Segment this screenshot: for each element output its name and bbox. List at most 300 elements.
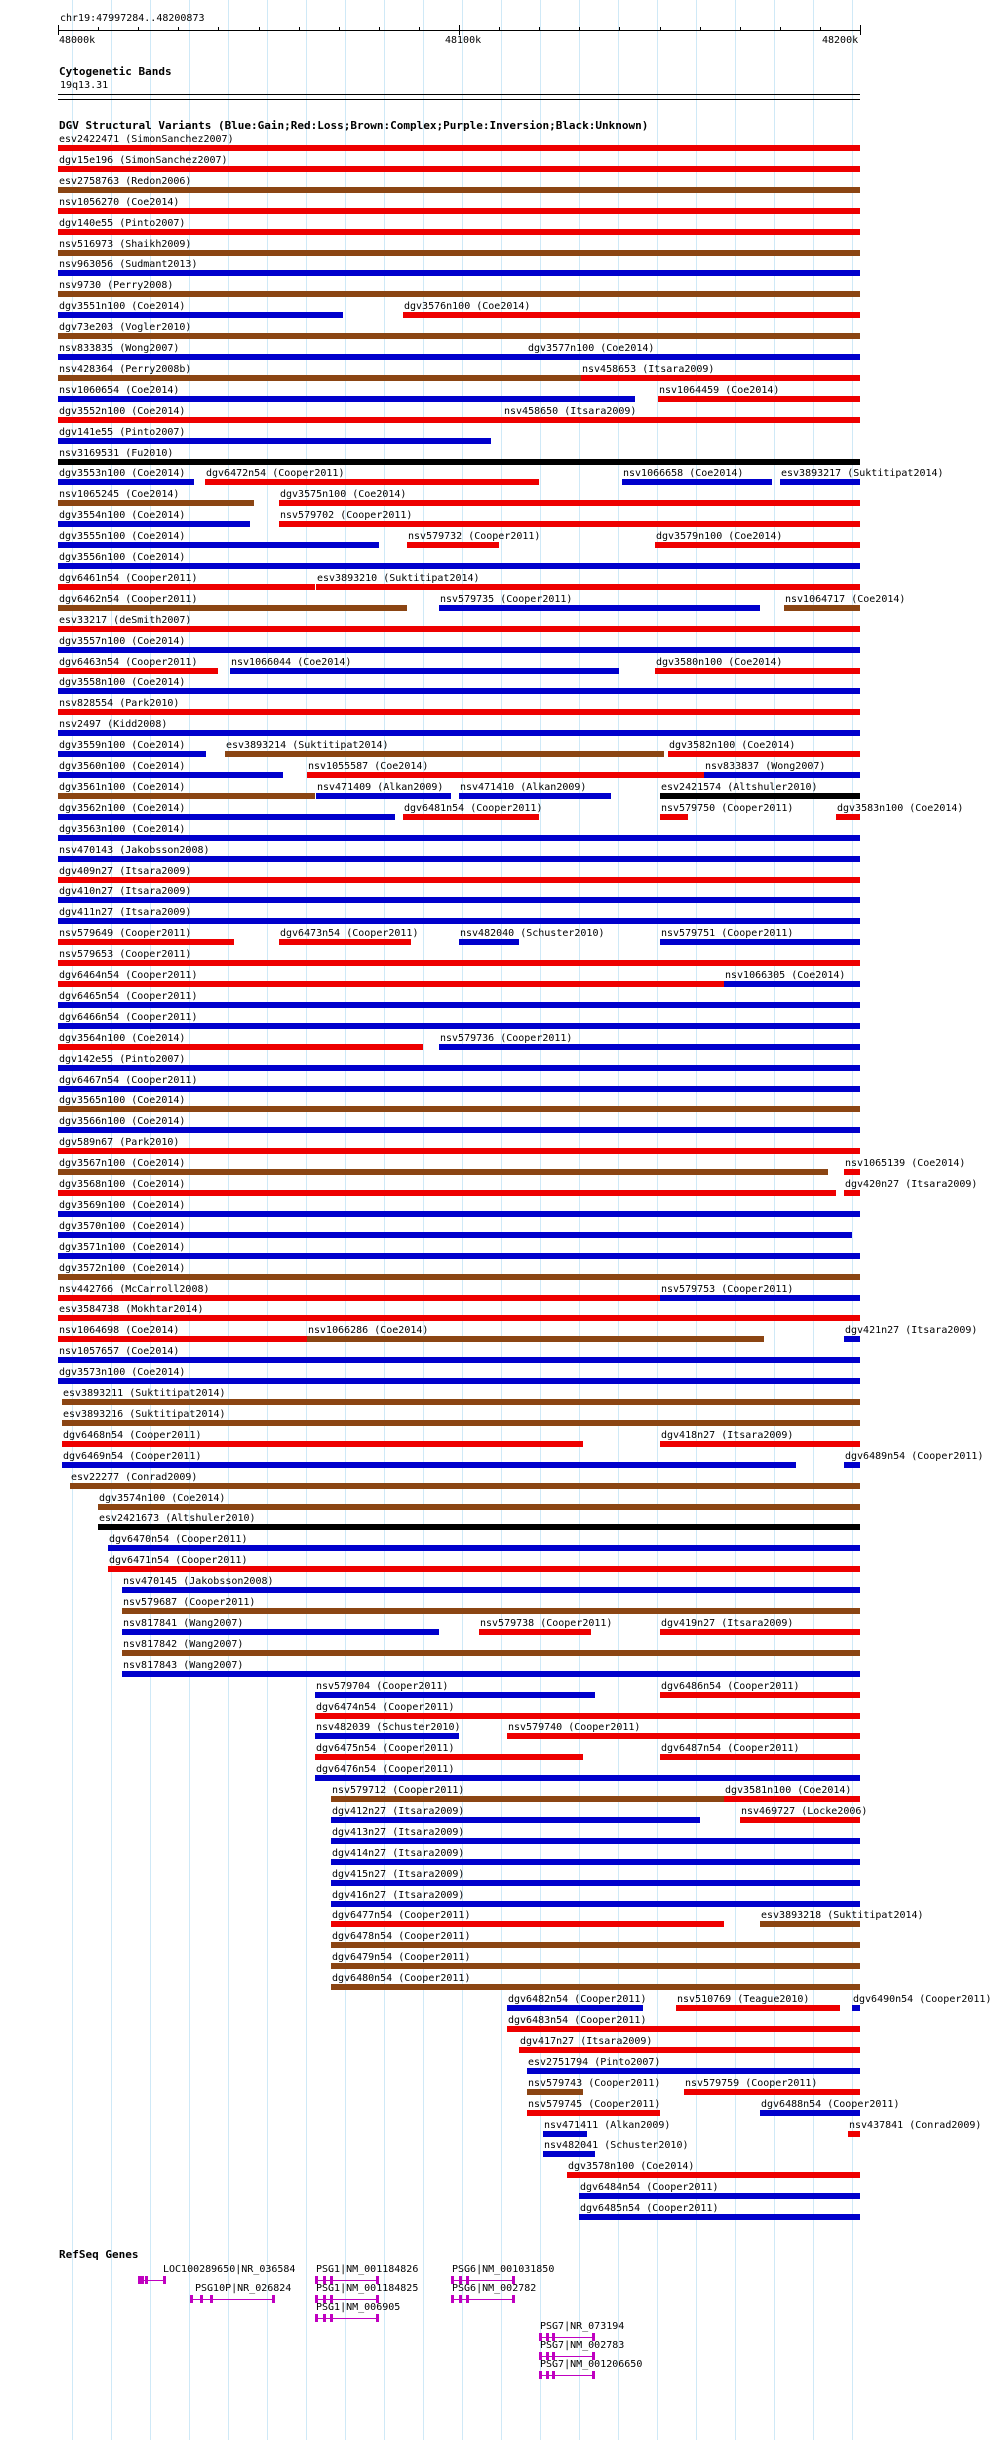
variant-bar[interactable]: [527, 2068, 860, 2074]
variant-bar[interactable]: [507, 2005, 643, 2011]
variant-bar[interactable]: [579, 2193, 860, 2199]
variant-label[interactable]: nsv1066044 (Coe2014): [231, 657, 352, 668]
variant-label[interactable]: esv3893217 (Suktitipat2014): [781, 468, 944, 479]
variant-bar[interactable]: [331, 1984, 860, 1990]
variant-label[interactable]: nsv482039 (Schuster2010): [316, 1722, 461, 1733]
variant-bar[interactable]: [331, 1921, 724, 1927]
variant-label[interactable]: dgv412n27 (Itsara2009): [332, 1806, 465, 1817]
variant-bar[interactable]: [58, 918, 860, 924]
variant-bar[interactable]: [58, 312, 343, 318]
variant-label[interactable]: nsv579753 (Cooper2011): [661, 1284, 794, 1295]
variant-bar[interactable]: [62, 1462, 796, 1468]
variant-bar[interactable]: [58, 856, 860, 862]
variant-label[interactable]: dgv3570n100 (Coe2014): [59, 1221, 186, 1232]
variant-bar[interactable]: [58, 166, 860, 172]
variant-label[interactable]: dgv6482n54 (Cooper2011): [508, 1994, 647, 2005]
variant-label[interactable]: dgv415n27 (Itsara2009): [332, 1869, 465, 1880]
variant-bar[interactable]: [331, 1880, 860, 1886]
variant-bar[interactable]: [852, 2005, 860, 2011]
variant-label[interactable]: dgv6490n54 (Cooper2011): [853, 1994, 991, 2005]
variant-bar[interactable]: [315, 1713, 860, 1719]
variant-label[interactable]: dgv3560n100 (Coe2014): [59, 761, 186, 772]
variant-label[interactable]: dgv421n27 (Itsara2009): [845, 1325, 978, 1336]
variant-bar[interactable]: [62, 1441, 583, 1447]
variant-label[interactable]: dgv141e55 (Pinto2007): [59, 427, 186, 438]
variant-bar[interactable]: [668, 751, 860, 757]
variant-bar[interactable]: [58, 145, 860, 151]
variant-label[interactable]: dgv420n27 (Itsara2009): [845, 1179, 978, 1190]
variant-bar[interactable]: [784, 605, 860, 611]
variant-bar[interactable]: [439, 605, 760, 611]
variant-bar[interactable]: [58, 730, 860, 736]
variant-bar[interactable]: [58, 1336, 307, 1342]
variant-label[interactable]: dgv6486n54 (Cooper2011): [661, 1681, 800, 1692]
variant-bar[interactable]: [724, 1796, 860, 1802]
variant-label[interactable]: nsv458653 (Itsara2009): [582, 364, 715, 375]
variant-label[interactable]: dgv3572n100 (Coe2014): [59, 1263, 186, 1274]
variant-label[interactable]: dgv411n27 (Itsara2009): [59, 907, 192, 918]
variant-bar[interactable]: [660, 939, 860, 945]
variant-bar[interactable]: [844, 1336, 860, 1342]
variant-label[interactable]: dgv3574n100 (Coe2014): [99, 1493, 226, 1504]
variant-bar[interactable]: [58, 479, 194, 485]
variant-bar[interactable]: [581, 375, 860, 381]
variant-label[interactable]: nsv817841 (Wang2007): [123, 1618, 244, 1629]
variant-bar[interactable]: [205, 479, 539, 485]
variant-label[interactable]: dgv3556n100 (Coe2014): [59, 552, 186, 563]
variant-label[interactable]: dgv6464n54 (Cooper2011): [59, 970, 198, 981]
variant-bar[interactable]: [844, 1169, 860, 1175]
variant-label[interactable]: dgv3567n100 (Coe2014): [59, 1158, 186, 1169]
gene-label[interactable]: PSG1|NM_001184825: [316, 2283, 419, 2294]
variant-bar[interactable]: [98, 1504, 860, 1510]
variant-bar[interactable]: [740, 1817, 860, 1823]
variant-label[interactable]: nsv469727 (Locke2006): [741, 1806, 868, 1817]
variant-label[interactable]: dgv409n27 (Itsara2009): [59, 866, 192, 877]
variant-label[interactable]: dgv6463n54 (Cooper2011): [59, 657, 198, 668]
variant-bar[interactable]: [315, 1692, 595, 1698]
variant-label[interactable]: nsv458650 (Itsara2009): [504, 406, 637, 417]
variant-label[interactable]: nsv817842 (Wang2007): [123, 1639, 244, 1650]
variant-bar[interactable]: [58, 584, 315, 590]
variant-bar[interactable]: [58, 877, 860, 883]
gene-label[interactable]: PSG7|NM_001206650: [540, 2359, 643, 2370]
gene-label[interactable]: PSG1|NM_006905: [316, 2302, 401, 2313]
variant-label[interactable]: nsv1066286 (Coe2014): [308, 1325, 429, 1336]
variant-label[interactable]: dgv3553n100 (Coe2014): [59, 468, 186, 479]
variant-label[interactable]: dgv6483n54 (Cooper2011): [508, 2015, 647, 2026]
variant-bar[interactable]: [58, 751, 206, 757]
variant-label[interactable]: nsv579687 (Cooper2011): [123, 1597, 256, 1608]
variant-bar[interactable]: [836, 814, 860, 820]
variant-label[interactable]: esv3893218 (Suktitipat2014): [761, 1910, 924, 1921]
variant-bar[interactable]: [98, 1524, 860, 1530]
variant-label[interactable]: dgv140e55 (Pinto2007): [59, 218, 186, 229]
variant-bar[interactable]: [660, 793, 860, 799]
variant-bar[interactable]: [58, 291, 860, 297]
variant-label[interactable]: nsv579649 (Cooper2011): [59, 928, 192, 939]
variant-bar[interactable]: [676, 2005, 840, 2011]
variant-bar[interactable]: [58, 1127, 860, 1133]
variant-bar[interactable]: [58, 605, 407, 611]
variant-bar[interactable]: [58, 438, 491, 444]
variant-label[interactable]: nsv579712 (Cooper2011): [332, 1785, 465, 1796]
variant-label[interactable]: esv2758763 (Redon2006): [59, 176, 192, 187]
variant-label[interactable]: dgv6470n54 (Cooper2011): [109, 1534, 248, 1545]
variant-label[interactable]: dgv3577n100 (Coe2014): [528, 343, 655, 354]
gene-label[interactable]: PSG7|NR_073194: [540, 2321, 625, 2332]
variant-label[interactable]: esv3893211 (Suktitipat2014): [63, 1388, 226, 1399]
variant-label[interactable]: nsv579759 (Cooper2011): [685, 2078, 818, 2089]
variant-label[interactable]: dgv6480n54 (Cooper2011): [332, 1973, 471, 1984]
variant-bar[interactable]: [331, 1901, 860, 1907]
variant-bar[interactable]: [58, 521, 250, 527]
variant-bar[interactable]: [58, 1274, 860, 1280]
variant-label[interactable]: nsv428364 (Perry2008b): [59, 364, 192, 375]
variant-bar[interactable]: [316, 584, 860, 590]
variant-label[interactable]: dgv6488n54 (Cooper2011): [761, 2099, 900, 2110]
variant-label[interactable]: dgv6469n54 (Cooper2011): [63, 1451, 202, 1462]
variant-bar[interactable]: [660, 1441, 860, 1447]
variant-bar[interactable]: [307, 1336, 764, 1342]
variant-bar[interactable]: [279, 500, 860, 506]
variant-bar[interactable]: [58, 835, 860, 841]
variant-label[interactable]: nsv1056270 (Coe2014): [59, 197, 180, 208]
variant-label[interactable]: dgv6466n54 (Cooper2011): [59, 1012, 198, 1023]
variant-bar[interactable]: [58, 1211, 860, 1217]
variant-bar[interactable]: [315, 1775, 860, 1781]
variant-label[interactable]: nsv516973 (Shaikh2009): [59, 239, 192, 250]
variant-label[interactable]: dgv3580n100 (Coe2014): [656, 657, 783, 668]
variant-bar[interactable]: [58, 1295, 660, 1301]
variant-label[interactable]: dgv417n27 (Itsara2009): [520, 2036, 653, 2047]
variant-bar[interactable]: [58, 1253, 860, 1259]
variant-label[interactable]: nsv579702 (Cooper2011): [280, 510, 413, 521]
variant-label[interactable]: nsv1060654 (Coe2014): [59, 385, 180, 396]
variant-label[interactable]: nsv833837 (Wong2007): [705, 761, 826, 772]
variant-label[interactable]: dgv6477n54 (Cooper2011): [332, 1910, 471, 1921]
variant-label[interactable]: nsv482041 (Schuster2010): [544, 2140, 689, 2151]
variant-label[interactable]: dgv3579n100 (Coe2014): [656, 531, 783, 542]
variant-label[interactable]: esv2421574 (Altshuler2010): [661, 782, 818, 793]
variant-label[interactable]: dgv3564n100 (Coe2014): [59, 1033, 186, 1044]
variant-bar[interactable]: [58, 208, 860, 214]
variant-bar[interactable]: [316, 793, 451, 799]
cyto-track-title[interactable]: Cytogenetic Bands: [59, 65, 172, 78]
variant-label[interactable]: dgv6467n54 (Cooper2011): [59, 1075, 198, 1086]
variant-bar[interactable]: [655, 542, 860, 548]
variant-label[interactable]: dgv3569n100 (Coe2014): [59, 1200, 186, 1211]
variant-label[interactable]: nsv1057657 (Coe2014): [59, 1346, 180, 1357]
gene-label[interactable]: LOC100289650|NR_036584: [163, 2264, 296, 2275]
variant-bar[interactable]: [760, 1921, 860, 1927]
variant-label[interactable]: nsv579736 (Cooper2011): [440, 1033, 573, 1044]
variant-bar[interactable]: [844, 1462, 860, 1468]
variant-label[interactable]: dgv3568n100 (Coe2014): [59, 1179, 186, 1190]
variant-bar[interactable]: [844, 1190, 860, 1196]
variant-label[interactable]: nsv471410 (Alkan2009): [460, 782, 587, 793]
variant-bar[interactable]: [527, 354, 860, 360]
variant-label[interactable]: dgv6474n54 (Cooper2011): [316, 1702, 455, 1713]
variant-label[interactable]: nsv470145 (Jakobsson2008): [123, 1576, 274, 1587]
variant-label[interactable]: dgv15e196 (SimonSanchez2007): [59, 155, 228, 166]
variant-bar[interactable]: [527, 2110, 660, 2116]
variant-bar[interactable]: [58, 1065, 860, 1071]
variant-bar[interactable]: [527, 2089, 583, 2095]
variant-label[interactable]: nsv9730 (Perry2008): [59, 280, 174, 291]
variant-bar[interactable]: [567, 2172, 860, 2178]
variant-label[interactable]: nsv579750 (Cooper2011): [661, 803, 794, 814]
variant-bar[interactable]: [58, 647, 860, 653]
variant-bar[interactable]: [459, 939, 519, 945]
variant-label[interactable]: dgv3551n100 (Coe2014): [59, 301, 186, 312]
variant-bar[interactable]: [848, 2131, 860, 2137]
variant-label[interactable]: dgv3566n100 (Coe2014): [59, 1116, 186, 1127]
gene-label[interactable]: PSG6|NM_002782: [452, 2283, 537, 2294]
variant-bar[interactable]: [315, 1733, 459, 1739]
variant-bar[interactable]: [122, 1650, 860, 1656]
variant-bar[interactable]: [58, 1023, 860, 1029]
variant-bar[interactable]: [58, 563, 860, 569]
variant-bar[interactable]: [507, 1733, 860, 1739]
variant-bar[interactable]: [58, 396, 635, 402]
variant-bar[interactable]: [58, 1232, 852, 1238]
variant-label[interactable]: nsv1055587 (Coe2014): [308, 761, 429, 772]
variant-bar[interactable]: [58, 1190, 836, 1196]
variant-bar[interactable]: [331, 1963, 860, 1969]
variant-label[interactable]: nsv2497 (Kidd2008): [59, 719, 168, 730]
variant-label[interactable]: dgv6481n54 (Cooper2011): [404, 803, 543, 814]
variant-bar[interactable]: [403, 312, 860, 318]
gene-label[interactable]: PSG1|NM_001184826: [316, 2264, 419, 2275]
variant-bar[interactable]: [108, 1566, 860, 1572]
variant-label[interactable]: dgv73e203 (Vogler2010): [59, 322, 192, 333]
variant-bar[interactable]: [684, 2089, 860, 2095]
variant-label[interactable]: dgv6484n54 (Cooper2011): [580, 2182, 719, 2193]
variant-bar[interactable]: [407, 542, 499, 548]
variant-label[interactable]: dgv142e55 (Pinto2007): [59, 1054, 186, 1065]
variant-bar[interactable]: [58, 1106, 860, 1112]
variant-bar[interactable]: [459, 793, 611, 799]
variant-label[interactable]: dgv6468n54 (Cooper2011): [63, 1430, 202, 1441]
variant-bar[interactable]: [58, 250, 860, 256]
variant-bar[interactable]: [58, 229, 860, 235]
variant-bar[interactable]: [122, 1587, 860, 1593]
variant-bar[interactable]: [58, 500, 254, 506]
variant-bar[interactable]: [660, 1754, 860, 1760]
variant-label[interactable]: dgv6465n54 (Cooper2011): [59, 991, 198, 1002]
variant-label[interactable]: nsv437841 (Conrad2009): [849, 2120, 982, 2131]
variant-bar[interactable]: [58, 459, 860, 465]
variant-bar[interactable]: [58, 1315, 860, 1321]
variant-bar[interactable]: [62, 1420, 860, 1426]
variant-label[interactable]: dgv3582n100 (Coe2014): [669, 740, 796, 751]
variant-bar[interactable]: [503, 417, 655, 423]
variant-label[interactable]: nsv482040 (Schuster2010): [460, 928, 605, 939]
dgv-track-title[interactable]: DGV Structural Variants (Blue:Gain;Red:Loss;Brown:Complex;Purple:Inversion;Black:Unknown): [59, 119, 649, 132]
variant-bar[interactable]: [58, 960, 860, 966]
variant-bar[interactable]: [780, 479, 860, 485]
variant-bar[interactable]: [331, 1838, 860, 1844]
variant-bar[interactable]: [58, 1044, 423, 1050]
variant-label[interactable]: esv3893216 (Suktitipat2014): [63, 1409, 226, 1420]
variant-label[interactable]: dgv6471n54 (Cooper2011): [109, 1555, 248, 1566]
variant-label[interactable]: nsv1066305 (Coe2014): [725, 970, 846, 981]
variant-label[interactable]: nsv579751 (Cooper2011): [661, 928, 794, 939]
variant-bar[interactable]: [58, 939, 234, 945]
variant-label[interactable]: dgv6485n54 (Cooper2011): [580, 2203, 719, 2214]
variant-label[interactable]: dgv6461n54 (Cooper2011): [59, 573, 198, 584]
variant-label[interactable]: dgv6476n54 (Cooper2011): [316, 1764, 455, 1775]
variant-label[interactable]: dgv3558n100 (Coe2014): [59, 677, 186, 688]
variant-label[interactable]: dgv3563n100 (Coe2014): [59, 824, 186, 835]
variant-label[interactable]: nsv471409 (Alkan2009): [317, 782, 444, 793]
variant-bar[interactable]: [760, 2110, 860, 2116]
variant-label[interactable]: dgv3561n100 (Coe2014): [59, 782, 186, 793]
variant-bar[interactable]: [58, 1378, 860, 1384]
variant-label[interactable]: dgv418n27 (Itsara2009): [661, 1430, 794, 1441]
variant-bar[interactable]: [70, 1483, 860, 1489]
variant-label[interactable]: nsv828554 (Park2010): [59, 698, 180, 709]
variant-label[interactable]: dgv6475n54 (Cooper2011): [316, 1743, 455, 1754]
variant-label[interactable]: nsv579743 (Cooper2011): [528, 2078, 661, 2089]
variant-label[interactable]: dgv416n27 (Itsara2009): [332, 1890, 465, 1901]
variant-label[interactable]: nsv1065139 (Coe2014): [845, 1158, 966, 1169]
variant-label[interactable]: dgv3573n100 (Coe2014): [59, 1367, 186, 1378]
variant-label[interactable]: nsv1064717 (Coe2014): [785, 594, 906, 605]
variant-label[interactable]: dgv6472n54 (Cooper2011): [206, 468, 345, 479]
variant-label[interactable]: dgv3581n100 (Coe2014): [725, 1785, 852, 1796]
variant-bar[interactable]: [519, 2047, 860, 2053]
variant-bar[interactable]: [660, 1692, 860, 1698]
gene-label[interactable]: PSG10P|NR_026824: [195, 2283, 292, 2294]
variant-bar[interactable]: [58, 626, 860, 632]
variant-label[interactable]: dgv6489n54 (Cooper2011): [845, 1451, 984, 1462]
variant-label[interactable]: nsv963056 (Sudmant2013): [59, 259, 198, 270]
gene-label[interactable]: PSG7|NM_002783: [540, 2340, 625, 2351]
variant-label[interactable]: dgv3557n100 (Coe2014): [59, 636, 186, 647]
variant-bar[interactable]: [58, 688, 860, 694]
variant-bar[interactable]: [479, 1629, 591, 1635]
variant-bar[interactable]: [331, 1942, 860, 1948]
variant-label[interactable]: nsv579653 (Cooper2011): [59, 949, 192, 960]
variant-label[interactable]: nsv579732 (Cooper2011): [408, 531, 541, 542]
variant-bar[interactable]: [58, 1002, 860, 1008]
variant-bar[interactable]: [58, 1086, 860, 1092]
variant-label[interactable]: dgv6462n54 (Cooper2011): [59, 594, 198, 605]
variant-bar[interactable]: [122, 1608, 860, 1614]
variant-bar[interactable]: [660, 1629, 860, 1635]
variant-bar[interactable]: [58, 187, 860, 193]
variant-label[interactable]: nsv1064459 (Coe2014): [659, 385, 780, 396]
variant-label[interactable]: nsv442766 (McCarroll2008): [59, 1284, 210, 1295]
variant-bar[interactable]: [622, 479, 772, 485]
variant-bar[interactable]: [225, 751, 664, 757]
variant-label[interactable]: dgv413n27 (Itsara2009): [332, 1827, 465, 1838]
variant-label[interactable]: nsv817843 (Wang2007): [123, 1660, 244, 1671]
variant-label[interactable]: esv3893210 (Suktitipat2014): [317, 573, 480, 584]
variant-label[interactable]: esv3584738 (Mokhtar2014): [59, 1304, 204, 1315]
variant-bar[interactable]: [230, 668, 619, 674]
variant-label[interactable]: nsv3169531 (Fu2010): [59, 448, 174, 459]
variant-bar[interactable]: [279, 939, 411, 945]
variant-label[interactable]: dgv3565n100 (Coe2014): [59, 1095, 186, 1106]
variant-label[interactable]: dgv589n67 (Park2010): [59, 1137, 180, 1148]
variant-label[interactable]: nsv833835 (Wong2007): [59, 343, 180, 354]
variant-label[interactable]: dgv3562n100 (Coe2014): [59, 803, 186, 814]
variant-bar[interactable]: [122, 1671, 860, 1677]
variant-bar[interactable]: [58, 814, 395, 820]
variant-bar[interactable]: [660, 814, 688, 820]
variant-bar[interactable]: [655, 668, 860, 674]
variant-bar[interactable]: [58, 1169, 828, 1175]
variant-label[interactable]: nsv1065245 (Coe2014): [59, 489, 180, 500]
variant-bar[interactable]: [58, 668, 218, 674]
variant-label[interactable]: dgv419n27 (Itsara2009): [661, 1618, 794, 1629]
variant-label[interactable]: dgv3583n100 (Coe2014): [837, 803, 964, 814]
variant-bar[interactable]: [331, 1859, 860, 1865]
variant-bar[interactable]: [58, 1148, 860, 1154]
variant-label[interactable]: nsv471411 (Alkan2009): [544, 2120, 671, 2131]
variant-bar[interactable]: [279, 521, 860, 527]
variant-label[interactable]: dgv3575n100 (Coe2014): [280, 489, 407, 500]
variant-label[interactable]: esv33217 (deSmith2007): [59, 615, 192, 626]
variant-bar[interactable]: [58, 897, 860, 903]
variant-bar[interactable]: [543, 2131, 587, 2137]
variant-label[interactable]: dgv6479n54 (Cooper2011): [332, 1952, 471, 1963]
variant-label[interactable]: dgv3554n100 (Coe2014): [59, 510, 186, 521]
variant-label[interactable]: nsv470143 (Jakobsson2008): [59, 845, 210, 856]
variant-label[interactable]: dgv414n27 (Itsara2009): [332, 1848, 465, 1859]
variant-label[interactable]: esv2422471 (SimonSanchez2007): [59, 134, 234, 145]
variant-bar[interactable]: [507, 2026, 860, 2032]
variant-bar[interactable]: [108, 1545, 860, 1551]
variant-label[interactable]: nsv579735 (Cooper2011): [440, 594, 573, 605]
variant-bar[interactable]: [58, 1357, 860, 1363]
variant-bar[interactable]: [58, 417, 860, 423]
variant-bar[interactable]: [58, 772, 283, 778]
variant-label[interactable]: dgv6473n54 (Cooper2011): [280, 928, 419, 939]
refseq-track-title[interactable]: RefSeq Genes: [59, 2248, 139, 2261]
variant-bar[interactable]: [58, 333, 860, 339]
variant-bar[interactable]: [403, 814, 539, 820]
variant-bar[interactable]: [704, 772, 860, 778]
variant-label[interactable]: dgv3571n100 (Coe2014): [59, 1242, 186, 1253]
gene-label[interactable]: PSG6|NM_001031850: [452, 2264, 555, 2275]
variant-bar[interactable]: [660, 1295, 860, 1301]
variant-label[interactable]: dgv3555n100 (Coe2014): [59, 531, 186, 542]
variant-bar[interactable]: [658, 396, 860, 402]
variant-label[interactable]: nsv579740 (Cooper2011): [508, 1722, 641, 1733]
variant-label[interactable]: esv22277 (Conrad2009): [71, 1472, 198, 1483]
variant-label[interactable]: nsv1064698 (Coe2014): [59, 1325, 180, 1336]
variant-bar[interactable]: [315, 1754, 583, 1760]
variant-bar[interactable]: [122, 1629, 439, 1635]
variant-label[interactable]: dgv3559n100 (Coe2014): [59, 740, 186, 751]
variant-bar[interactable]: [579, 2214, 860, 2220]
variant-bar[interactable]: [543, 2151, 595, 2157]
variant-label[interactable]: dgv3552n100 (Coe2014): [59, 406, 186, 417]
variant-bar[interactable]: [58, 981, 724, 987]
variant-bar[interactable]: [58, 270, 860, 276]
variant-bar[interactable]: [58, 709, 860, 715]
variant-bar[interactable]: [62, 1399, 860, 1405]
variant-label[interactable]: esv2751794 (Pinto2007): [528, 2057, 661, 2068]
variant-label[interactable]: nsv579738 (Cooper2011): [480, 1618, 613, 1629]
variant-bar[interactable]: [439, 1044, 860, 1050]
variant-bar[interactable]: [58, 793, 315, 799]
variant-label[interactable]: dgv410n27 (Itsara2009): [59, 886, 192, 897]
